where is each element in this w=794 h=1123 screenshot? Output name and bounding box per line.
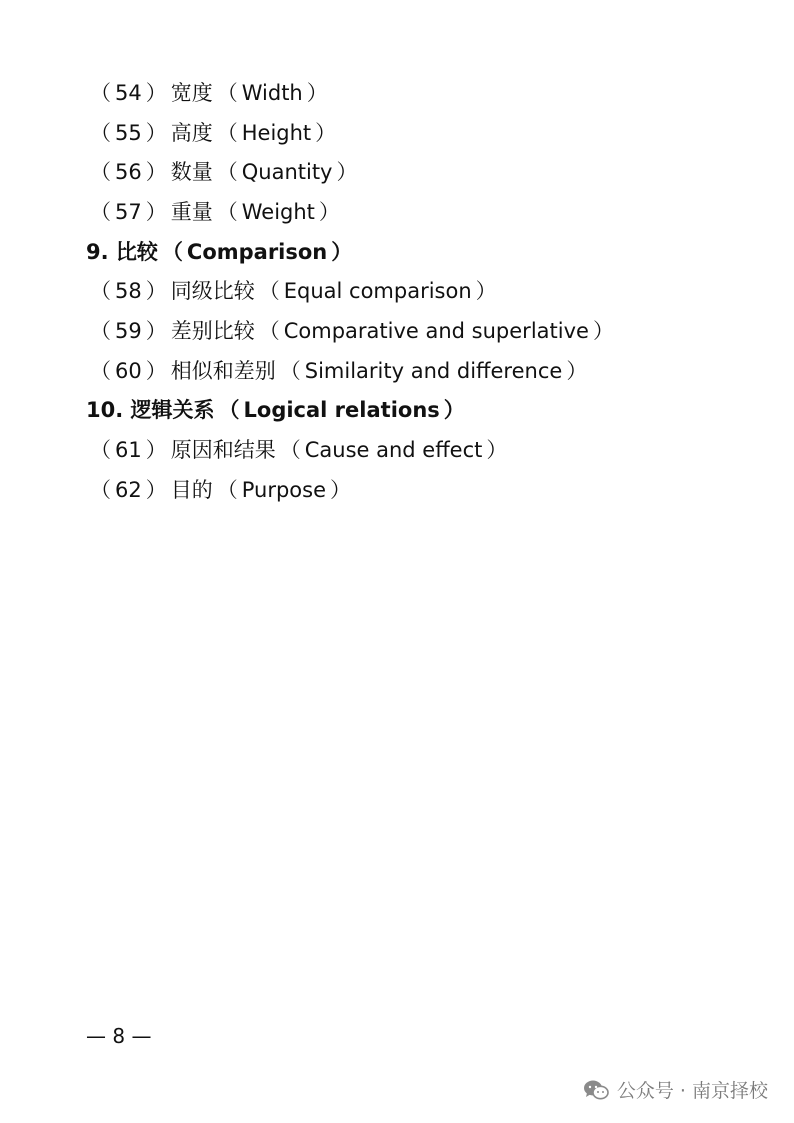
item-en: Weight (241, 199, 315, 224)
item-number: 54 (115, 80, 142, 105)
item-zh: 高度 (170, 120, 213, 145)
list-item: （ 55 ） 高度 （ Height ） (86, 113, 766, 153)
section-number: 9. (86, 239, 109, 264)
watermark (583, 1076, 768, 1103)
item-zh: 相似和差别 (170, 358, 276, 383)
item-number: 59 (115, 318, 142, 343)
item-number: 58 (115, 279, 142, 304)
list-item: （ 60 ） 相似和差别 （ Similarity and difference ） (86, 351, 766, 391)
list-item: （ 56 ） 数量 （ Quantity ） (86, 152, 766, 192)
item-zh: 同级比较 (170, 279, 255, 304)
item-number: 55 (115, 120, 142, 145)
watermark-text: 公众号 · 南京择校 (616, 1080, 768, 1102)
item-en: Equal comparison (283, 279, 472, 304)
section-heading-9: 9. 比较 （ Comparison ） (86, 232, 766, 272)
item-number: 57 (115, 199, 142, 224)
item-zh: 差别比较 (170, 318, 255, 343)
item-number: 60 (115, 358, 142, 383)
item-en: Comparative and superlative (283, 318, 589, 343)
item-zh: 目的 (170, 477, 213, 502)
outline-list (86, 73, 766, 510)
list-item: （ 58 ） 同级比较 （ Equal comparison ） (86, 271, 766, 311)
section-en: Comparison (186, 239, 328, 264)
item-zh: 宽度 (170, 80, 213, 105)
list-item: （ 59 ） 差别比较 （ Comparative and superlative ） (86, 311, 766, 351)
list-item: （ 57 ） 重量 （ Weight ） (86, 192, 766, 232)
item-zh: 原因和结果 (170, 438, 276, 463)
item-en: Width (241, 80, 303, 105)
item-zh: 数量 (170, 160, 213, 185)
wechat-icon (583, 1079, 609, 1101)
item-en: Height (241, 120, 312, 145)
item-en: Quantity (241, 160, 333, 185)
page-number: — 8 — (86, 1024, 152, 1048)
list-item: （ 61 ） 原因和结果 （ Cause and effect ） (86, 430, 766, 470)
item-number: 56 (115, 160, 142, 185)
section-heading-10: 10. 逻辑关系 （ Logical relations ） (86, 391, 766, 431)
section-zh: 比较 (115, 238, 158, 264)
section-en: Logical relations (243, 398, 440, 423)
item-zh: 重量 (170, 199, 213, 224)
item-en: Similarity and difference (304, 358, 563, 383)
section-zh: 逻辑关系 (130, 397, 215, 423)
list-item: （ 54 ） 宽度 （ Width ） (86, 73, 766, 113)
item-number: 62 (115, 477, 142, 502)
item-en: Cause and effect (304, 438, 483, 463)
section-number: 10. (86, 398, 124, 423)
item-en: Purpose (241, 477, 327, 502)
item-number: 61 (115, 438, 142, 463)
list-item: （ 62 ） 目的 （ Purpose ） (86, 470, 766, 510)
